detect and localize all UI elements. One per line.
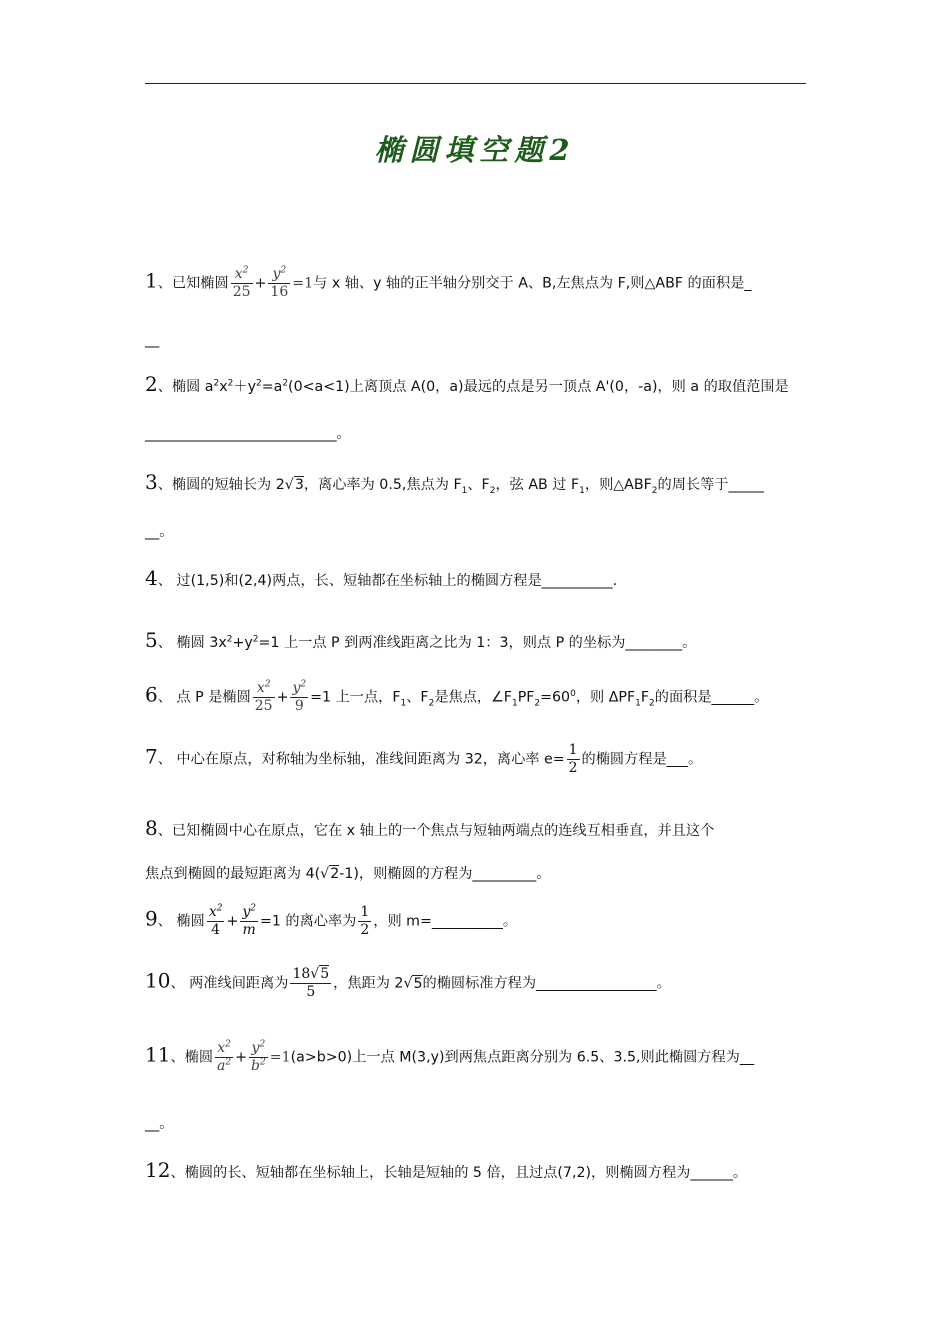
fraction: $\frac{y^2}{9}$ — [292, 679, 307, 714]
fraction: $\frac{x^2}{25}$ — [232, 265, 251, 300]
question-number: 12 — [145, 1158, 171, 1182]
question-4: 4、 过(1,5)和(2,4)两点，长、短轴都在坐标轴上的椭圆方程是__________. — [145, 566, 618, 590]
header-rule — [145, 83, 806, 84]
fraction: $\frac{x^2}{25}$ — [254, 679, 273, 714]
fraction: $\frac{18√5}{5}$ — [292, 966, 330, 1000]
question-12: 12、椭圆的长、短轴都在坐标轴上，长轴是短轴的 5 倍，且过点(7,2)，则椭圆方程为______。 — [145, 1158, 748, 1182]
question-number: 2 — [145, 372, 158, 396]
question-number: 9 — [145, 906, 158, 931]
fraction: $\frac{y^2}{m}$ — [242, 903, 256, 938]
question-6: 6、 点 P 是椭圆 $\frac{x^2}{25}$ + $\frac{y^2}{9}$ =1 上一点，$F_1$、$F_2$是焦点，$\angle F_1PF_2=60^0$，则 $\Delta PF_1F_2$的面积是______。 — [145, 679, 769, 714]
fraction: $\frac{1}{2}$ — [568, 742, 578, 776]
question-7: 7、 中心在原点，对称轴为坐标轴，准线间距离为 32，离心率 e= $\frac{1}{2}$ 的椭圆方程是___。 — [145, 742, 703, 776]
question-number: 11 — [145, 1042, 171, 1067]
question-number: 1 — [145, 268, 158, 293]
fraction: $\frac{y^2}{16}$ — [270, 265, 289, 300]
question-3: 3、椭圆的短轴长为 2√3，离心率为 0.5,焦点为 $F_1$、$F_2$，弦 AB 过 $F_1$，则$\triangle ABF_2$的周长等于_____ — [145, 470, 764, 496]
fraction: $\frac{y^2}{b^2}$ — [251, 1039, 266, 1074]
question-number: 6 — [145, 682, 158, 707]
page-title: 椭圆填空题2 — [374, 133, 576, 167]
question-1: 1、已知椭圆 $\frac{x^2}{25}$ + $\frac{y^2}{16}$ =1与 x 轴、y 轴的正半轴分别交于 A、B,左焦点为 F,则△ABF 的面积是_ — [145, 265, 752, 300]
question-10: 10、 两准线间距离为 $\frac{18√5}{5}$ ，焦距为 2√5的椭圆标准方程为_________________。 — [145, 966, 671, 1000]
question-9: 9、 椭圆 $\frac{x^2}{4}$ + $\frac{y^2}{m}$ =1 的离心率为 $\frac{1}{2}$ ，则 m=__________。 — [145, 903, 518, 938]
fraction: $\frac{1}{2}$ — [360, 904, 370, 938]
question-number: 3 — [145, 470, 158, 494]
question-5: 5、 椭圆 $3x^2+y^2=1$ 上一点 P 到两准线距离之比为 1：3，则点 P 的坐标为________。 — [145, 628, 697, 652]
question-number: 8 — [145, 816, 158, 840]
fraction: $\frac{x^2}{4}$ — [208, 903, 223, 938]
question-number: 4 — [145, 566, 158, 590]
fraction: $\frac{x^2}{a^2}$ — [217, 1039, 232, 1074]
question-8: 8、已知椭圆中心在原点，它在 x 轴上的一个焦点与短轴两端点的连线互相垂直，并且这个 — [145, 816, 715, 840]
question-number: 7 — [145, 744, 158, 769]
question-2: 2、椭圆 $a^2x^2+y^2=a^2(0<a<1)$上离顶点 A(0，a)最远的点是另一顶点 A'(0，-a)，则 a 的取值范围是 — [145, 372, 789, 396]
question-number: 10 — [145, 968, 171, 993]
question-11: 11、椭圆 $\frac{x^2}{a^2}$ + $\frac{y^2}{b^2}$ =1(a>b>0)上一点 M(3,y)到两焦点距离分别为 6.5、3.5,则此椭圆方程为__ — [145, 1039, 755, 1074]
question-number: 5 — [145, 628, 158, 652]
